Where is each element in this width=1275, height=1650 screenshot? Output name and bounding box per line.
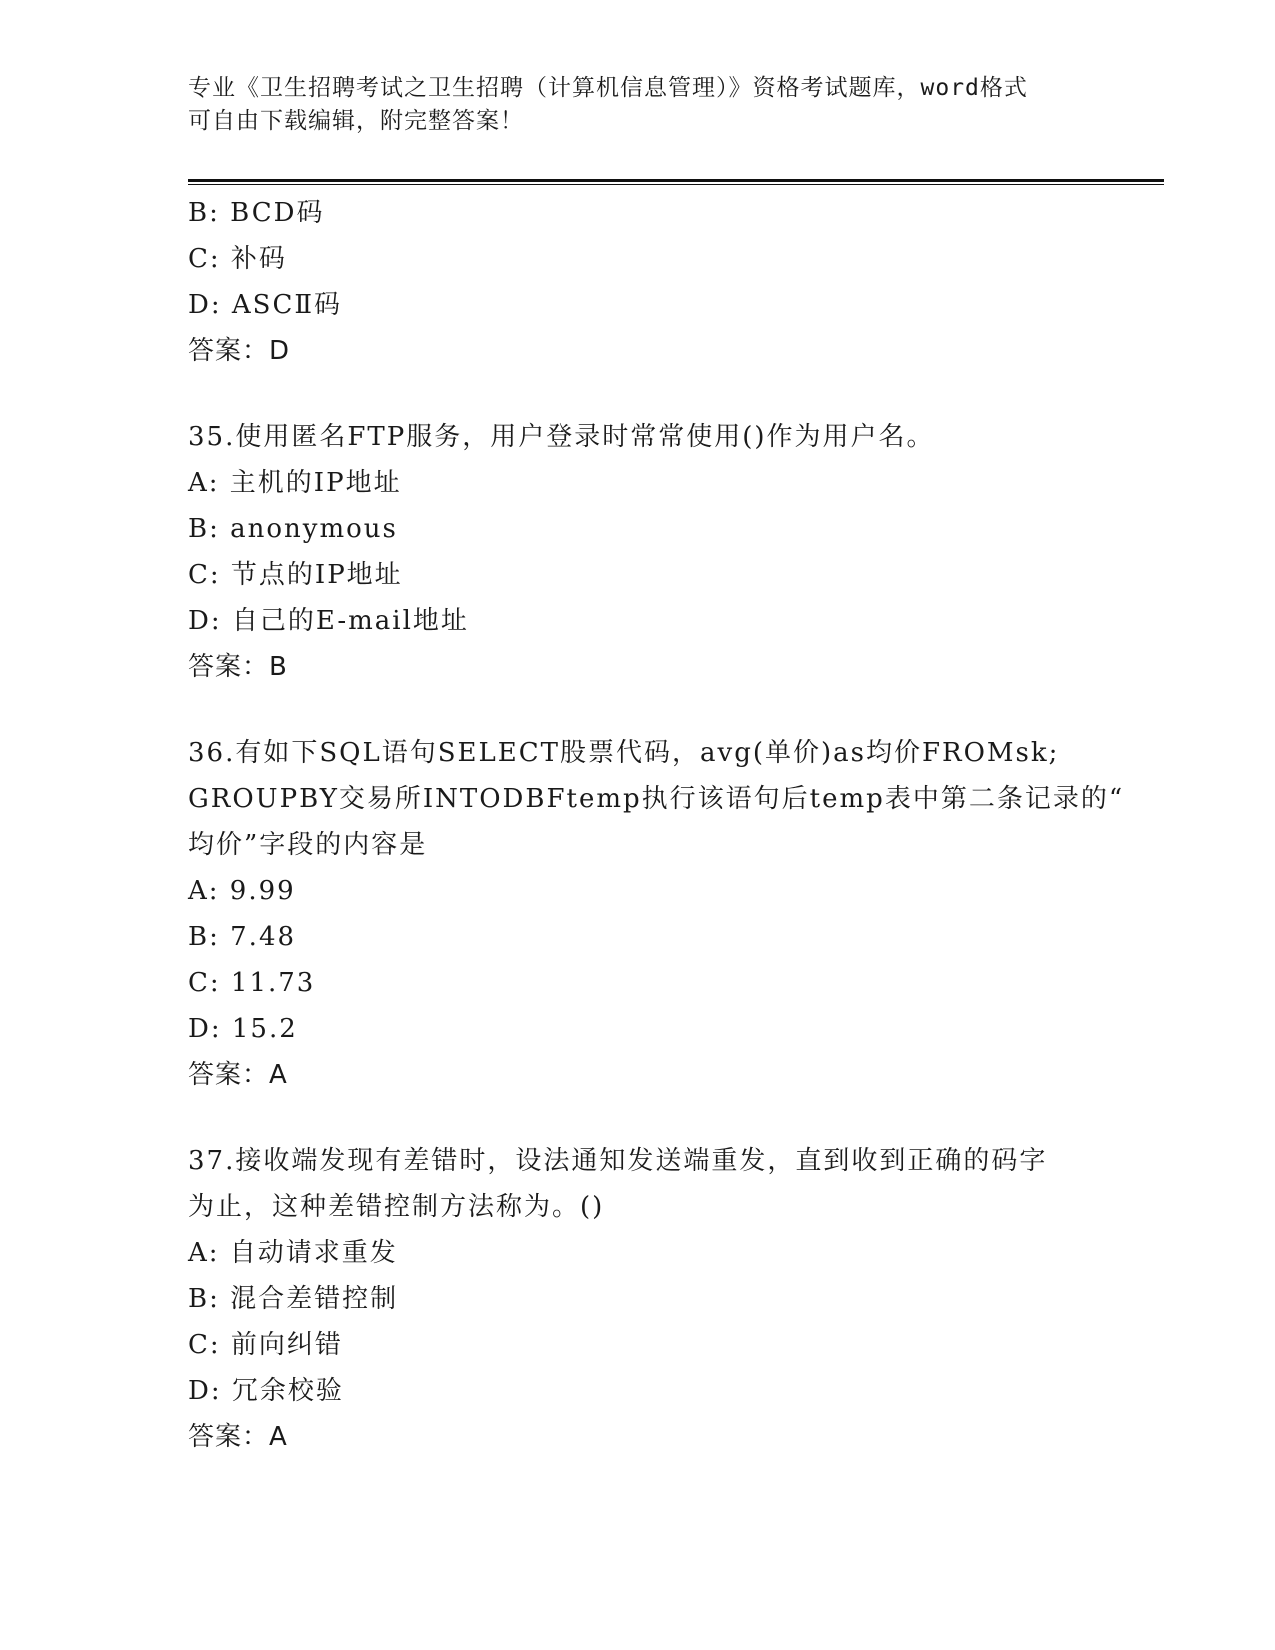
option-c: C: 前向纠错	[188, 1330, 343, 1360]
option-c: C: 补码	[188, 244, 287, 274]
option-a: A: 9.99	[188, 876, 296, 906]
option-b: B: BCD码	[188, 198, 325, 228]
option-d: D: ASCⅡ码	[188, 290, 343, 320]
partial-question-34	[188, 190, 1088, 374]
option-d: D: 15.2	[188, 1014, 298, 1044]
document-header	[188, 72, 1088, 138]
answer-line: 答案：A	[188, 1060, 288, 1090]
option-b: B: 7.48	[188, 922, 297, 952]
option-a: A: 主机的IP地址	[188, 468, 402, 498]
question-35	[188, 414, 1088, 690]
option-a: A: 自动请求重发	[188, 1238, 398, 1268]
question-text: 35.使用匿名FTP服务，用户登录时常常使用()作为用户名。	[188, 422, 935, 452]
header-divider-thin	[188, 184, 1164, 185]
question-text-line-1: 37.接收端发现有差错时，设法通知发送端重发，直到收到正确的码字	[188, 1146, 1048, 1176]
header-divider-thick	[188, 179, 1164, 182]
question-text-line-3: 均价”字段的内容是	[188, 830, 428, 860]
option-c: C: 11.73	[188, 968, 316, 998]
header-line-2: 可自由下载编辑，附完整答案！	[188, 108, 524, 134]
option-d: D: 冗余校验	[188, 1376, 344, 1406]
question-text-line-2: 为止，这种差错控制方法称为。()	[188, 1192, 605, 1222]
answer-line: 答案：D	[188, 336, 291, 366]
question-37	[188, 1138, 1088, 1460]
question-list	[188, 190, 1125, 1460]
question-36	[188, 730, 1125, 1098]
answer-line: 答案：B	[188, 652, 288, 682]
answer-line: 答案：A	[188, 1422, 288, 1452]
question-text-line-1: 36.有如下SQL语句SELECT股票代码，avg(单价)as均价FROMsk;	[188, 738, 1060, 768]
option-d: D: 自己的E-mail地址	[188, 606, 469, 636]
option-b: B: anonymous	[188, 514, 398, 544]
option-c: C: 节点的IP地址	[188, 560, 403, 590]
question-text-line-2: GROUPBY交易所INTODBFtemp执行该语句后temp表中第二条记录的“	[188, 784, 1125, 814]
option-b: B: 混合差错控制	[188, 1284, 399, 1314]
header-line-1: 专业《卫生招聘考试之卫生招聘（计算机信息管理）》资格考试题库，word格式	[188, 75, 1028, 101]
